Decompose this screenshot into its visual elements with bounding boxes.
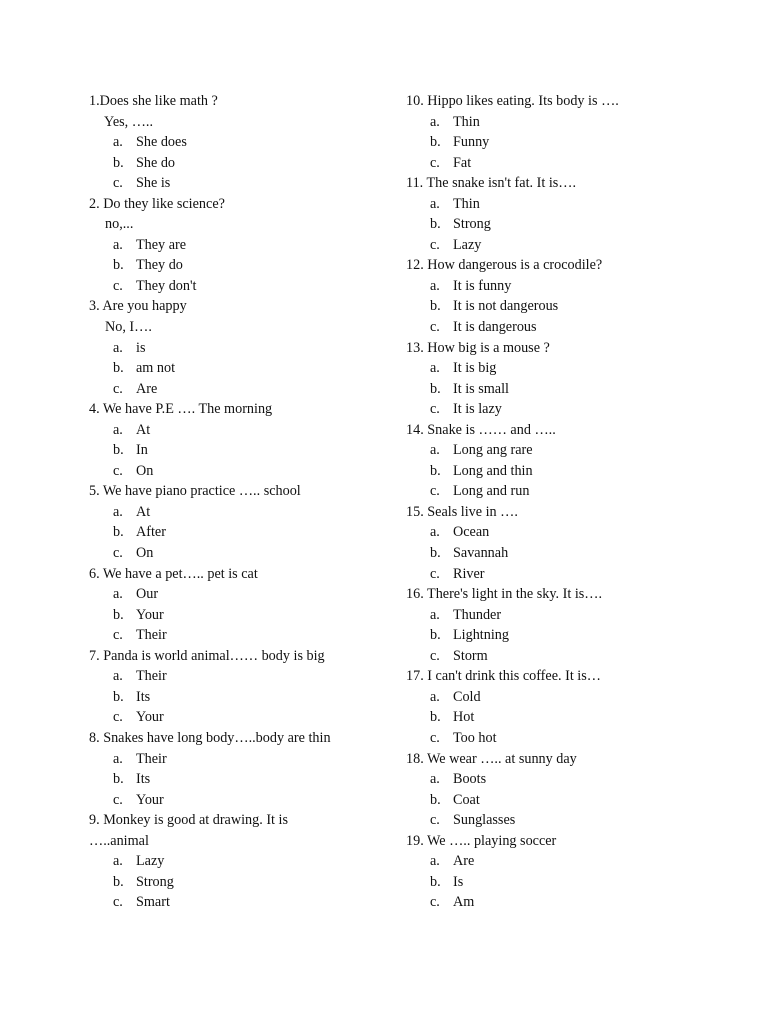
question-continuation: no,... — [105, 216, 134, 233]
option-text: It is small — [453, 380, 509, 397]
option-text: Thin — [453, 113, 480, 130]
answer-option — [406, 892, 736, 913]
question-block — [89, 564, 389, 646]
question-text: 18. We wear ….. at sunny day — [406, 750, 577, 767]
option-text: Our — [136, 586, 159, 603]
option-text: Boots — [453, 771, 487, 788]
option-letter: b. — [113, 154, 124, 171]
option-letter: a. — [430, 688, 440, 705]
answer-option — [406, 687, 736, 708]
question-block — [406, 338, 736, 420]
option-letter: b. — [430, 134, 441, 151]
answer-option — [406, 605, 736, 626]
question-text: 12. How dangerous is a crocodile? — [406, 257, 603, 274]
option-letter: a. — [430, 195, 440, 212]
option-text: At — [136, 503, 151, 520]
option-text: Your — [136, 791, 164, 808]
option-text: Are — [453, 853, 475, 870]
option-letter: c. — [430, 319, 440, 336]
option-text: On — [136, 545, 154, 562]
option-text: Too hot — [453, 729, 497, 746]
option-text: Are — [136, 380, 158, 397]
question-block — [406, 255, 736, 337]
option-letter: b. — [430, 709, 441, 726]
answer-option — [406, 481, 736, 502]
answer-option — [89, 173, 389, 194]
option-letter: c. — [430, 729, 440, 746]
option-letter: c. — [113, 277, 123, 294]
answer-option — [406, 790, 736, 811]
answer-option — [89, 769, 389, 790]
option-letter: b. — [113, 360, 124, 377]
answer-option — [406, 646, 736, 667]
answer-option — [406, 564, 736, 585]
answer-option — [89, 338, 389, 359]
option-text: Their — [136, 668, 167, 685]
option-letter: b. — [113, 524, 124, 541]
answer-option — [406, 276, 736, 297]
option-text: Hot — [453, 709, 475, 726]
option-letter: a. — [113, 586, 123, 603]
option-text: Your — [136, 606, 164, 623]
answer-option — [89, 851, 389, 872]
option-text: Is — [453, 873, 464, 890]
option-letter: c. — [430, 894, 440, 911]
question-continuation: …..animal — [89, 832, 149, 849]
question-block — [89, 481, 389, 563]
option-letter: b. — [113, 606, 124, 623]
question-text: 3. Are you happy — [89, 298, 187, 315]
answer-option — [406, 153, 736, 174]
option-text: Its — [136, 688, 151, 705]
option-text: Strong — [136, 873, 174, 890]
option-text: River — [453, 565, 485, 582]
answer-option — [89, 584, 389, 605]
answer-option — [406, 235, 736, 256]
option-text: Coat — [453, 791, 480, 808]
option-letter: b. — [430, 627, 441, 644]
option-text: Long ang rare — [453, 442, 533, 459]
option-letter: a. — [430, 853, 440, 870]
option-letter: a. — [430, 442, 440, 459]
option-text: It is lazy — [453, 401, 502, 418]
option-text: Storm — [453, 647, 488, 664]
option-text: Ocean — [453, 524, 490, 541]
option-letter: b. — [113, 257, 124, 274]
option-text: Thin — [453, 195, 480, 212]
option-letter: c. — [430, 401, 440, 418]
answer-option — [89, 132, 389, 153]
option-text: Lazy — [453, 236, 482, 253]
option-letter: b. — [113, 442, 124, 459]
answer-option — [406, 543, 736, 564]
option-text: Long and run — [453, 483, 530, 500]
option-text: They are — [136, 236, 187, 253]
option-letter: c. — [430, 647, 440, 664]
question-text: 13. How big is a mouse ? — [406, 339, 550, 356]
option-text: She is — [136, 175, 171, 192]
option-text: Sunglasses — [453, 812, 516, 829]
option-letter: a. — [430, 606, 440, 623]
option-text: She do — [136, 154, 176, 171]
option-text: Thunder — [453, 606, 502, 623]
question-text: 14. Snake is …… and ….. — [406, 421, 556, 438]
option-text: Fat — [453, 154, 472, 171]
question-text: 1.Does she like math ? — [89, 93, 218, 109]
option-text: Lazy — [136, 853, 165, 870]
answer-option — [406, 296, 736, 317]
question-block — [89, 296, 389, 399]
question-block — [89, 646, 389, 728]
question-block — [89, 728, 389, 810]
option-letter: c. — [113, 462, 123, 479]
answer-option — [406, 214, 736, 235]
option-text: Cold — [453, 688, 481, 705]
option-letter: c. — [430, 154, 440, 171]
answer-option — [406, 728, 736, 749]
answer-option — [89, 276, 389, 297]
answer-option — [406, 399, 736, 420]
question-block — [406, 584, 736, 666]
answer-option — [89, 543, 389, 564]
left-question-column — [89, 91, 389, 913]
option-text: It is not dangerous — [453, 298, 559, 315]
question-block — [406, 91, 736, 173]
answer-option — [89, 153, 389, 174]
question-text: 5. We have piano practice ….. school — [89, 483, 301, 500]
option-text: They don't — [136, 277, 197, 294]
option-text: Strong — [453, 216, 491, 233]
question-text: 15. Seals live in …. — [406, 503, 518, 520]
option-text: She does — [136, 134, 187, 151]
option-letter: b. — [430, 791, 441, 808]
answer-option — [406, 522, 736, 543]
option-letter: b. — [430, 298, 441, 315]
option-letter: a. — [113, 853, 123, 870]
option-letter: a. — [113, 668, 123, 685]
question-block — [406, 666, 736, 748]
question-block — [89, 810, 389, 913]
answer-option — [89, 892, 389, 913]
question-text: 2. Do they like science? — [89, 195, 225, 212]
option-letter: c. — [113, 709, 123, 726]
answer-option — [406, 851, 736, 872]
answer-option — [406, 769, 736, 790]
option-letter: a. — [430, 360, 440, 377]
option-text: It is funny — [453, 277, 512, 294]
option-letter: a. — [113, 421, 123, 438]
answer-option — [406, 112, 736, 133]
answer-option — [406, 461, 736, 482]
option-text: Lightning — [453, 627, 509, 644]
question-continuation: No, I…. — [105, 319, 152, 336]
question-text: 16. There's light in the sky. It is…. — [406, 586, 603, 603]
question-text: 19. We ….. playing soccer — [406, 832, 557, 849]
question-text: 4. We have P.E …. The morning — [89, 401, 273, 418]
question-text: 11. The snake isn't fat. It is…. — [406, 175, 577, 192]
question-continuation: Yes, ….. — [104, 113, 154, 130]
question-block — [89, 399, 389, 481]
answer-option — [89, 502, 389, 523]
answer-option — [89, 790, 389, 811]
question-block — [89, 91, 389, 194]
answer-option — [406, 379, 736, 400]
answer-option — [89, 872, 389, 893]
option-text: Am — [453, 894, 475, 911]
option-letter: c. — [113, 545, 123, 562]
answer-option — [406, 707, 736, 728]
option-letter: c. — [430, 483, 440, 500]
option-text: Long and thin — [453, 462, 533, 479]
answer-option — [89, 666, 389, 687]
answer-option — [406, 625, 736, 646]
option-letter: a. — [113, 236, 123, 253]
question-text: 9. Monkey is good at drawing. It is — [89, 812, 288, 829]
option-text: It is big — [453, 360, 497, 377]
option-letter: c. — [113, 791, 123, 808]
question-block — [89, 194, 389, 297]
option-text: On — [136, 462, 154, 479]
answer-option — [406, 194, 736, 215]
answer-option — [406, 872, 736, 893]
option-letter: a. — [430, 113, 440, 130]
question-text: 8. Snakes have long body…..body are thin — [89, 729, 331, 746]
answer-option — [89, 461, 389, 482]
option-letter: a. — [113, 339, 123, 356]
answer-option — [89, 379, 389, 400]
option-text: Its — [136, 771, 151, 788]
option-letter: c. — [113, 380, 123, 397]
answer-option — [89, 605, 389, 626]
option-text: At — [136, 421, 151, 438]
option-text: am not — [136, 360, 176, 377]
option-letter: b. — [113, 771, 124, 788]
option-letter: a. — [430, 771, 440, 788]
option-letter: b. — [113, 873, 124, 890]
answer-option — [406, 810, 736, 831]
option-letter: a. — [113, 503, 123, 520]
answer-option — [89, 440, 389, 461]
option-letter: c. — [113, 175, 123, 192]
option-letter: a. — [113, 134, 123, 151]
question-block — [406, 831, 736, 913]
answer-option — [406, 358, 736, 379]
option-letter: c. — [113, 627, 123, 644]
option-letter: a. — [430, 524, 440, 541]
answer-option — [89, 420, 389, 441]
option-text: After — [136, 524, 166, 541]
answer-option — [406, 132, 736, 153]
answer-option — [89, 625, 389, 646]
option-letter: c. — [430, 236, 440, 253]
option-text: Funny — [453, 134, 490, 151]
option-letter: b. — [430, 545, 441, 562]
question-block — [406, 420, 736, 502]
question-block — [406, 749, 736, 831]
option-text: Your — [136, 709, 164, 726]
option-text: It is dangerous — [453, 319, 537, 336]
answer-option — [89, 255, 389, 276]
answer-option — [89, 522, 389, 543]
option-letter: c. — [430, 812, 440, 829]
question-text: 6. We have a pet….. pet is cat — [89, 565, 258, 582]
answer-option — [89, 687, 389, 708]
option-text: Their — [136, 627, 167, 644]
option-text: They do — [136, 257, 183, 274]
option-letter: a. — [430, 277, 440, 294]
question-text: 10. Hippo likes eating. Its body is …. — [406, 93, 619, 109]
question-block — [406, 502, 736, 584]
option-letter: a. — [113, 750, 123, 767]
option-letter: b. — [430, 216, 441, 233]
question-block — [406, 173, 736, 255]
answer-option — [406, 440, 736, 461]
option-letter: b. — [113, 688, 124, 705]
option-text: Savannah — [453, 545, 509, 562]
answer-option — [89, 707, 389, 728]
option-letter: b. — [430, 873, 441, 890]
option-text: Their — [136, 750, 167, 767]
option-letter: b. — [430, 462, 441, 479]
option-text: is — [136, 339, 146, 356]
question-text: 7. Panda is world animal…… body is big — [89, 647, 325, 664]
option-text: Smart — [136, 894, 170, 911]
option-text: In — [136, 442, 148, 459]
answer-option — [89, 235, 389, 256]
answer-option — [89, 749, 389, 770]
answer-option — [89, 358, 389, 379]
right-question-column — [406, 91, 736, 913]
question-text: 17. I can't drink this coffee. It is… — [406, 668, 601, 685]
option-letter: c. — [113, 894, 123, 911]
option-letter: c. — [430, 565, 440, 582]
option-letter: b. — [430, 380, 441, 397]
answer-option — [406, 317, 736, 338]
